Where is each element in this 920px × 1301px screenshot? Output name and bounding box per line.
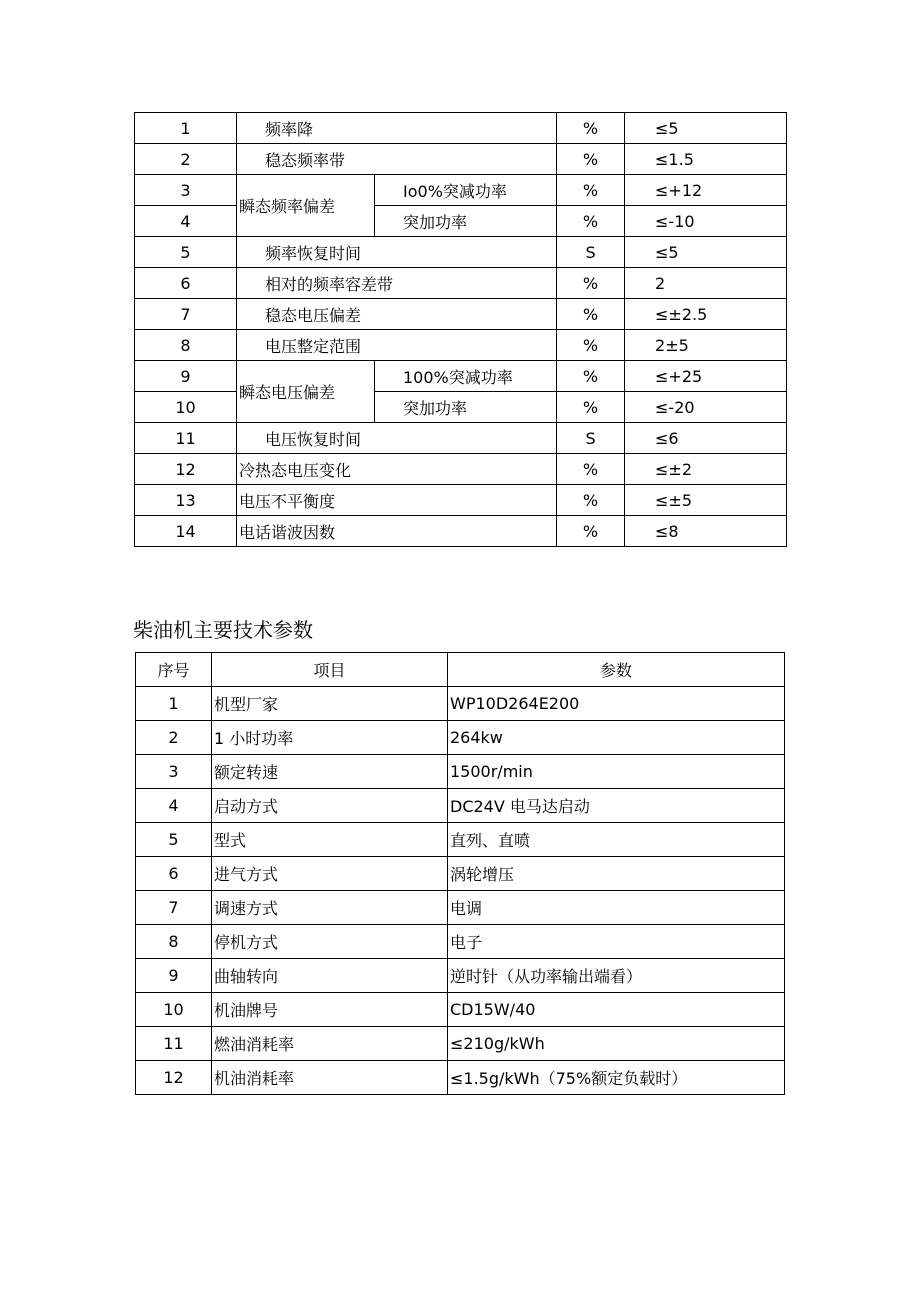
row-number: 11 xyxy=(135,423,237,454)
param-value: CD15W/40 xyxy=(448,993,785,1027)
table-row xyxy=(135,485,787,516)
table-row xyxy=(135,299,787,330)
unit: % xyxy=(557,206,625,237)
item-name: 稳态电压偏差 xyxy=(237,299,557,330)
item-name: 启动方式 xyxy=(212,789,448,823)
diesel-engine-spec-table xyxy=(135,652,785,1095)
table-row xyxy=(135,454,787,485)
table-row xyxy=(136,755,785,789)
value: 2 xyxy=(625,268,787,299)
row-number: 6 xyxy=(135,268,237,299)
group-name: 瞬态频率偏差 xyxy=(237,175,375,237)
sub-item-name: Io0%突减功率 xyxy=(375,175,557,206)
sub-item-name: 100%突减功率 xyxy=(375,361,557,392)
param-value: DC24V 电马达启动 xyxy=(448,789,785,823)
table-row xyxy=(136,925,785,959)
param-value: 电子 xyxy=(448,925,785,959)
item-name: 电话谐波因数 xyxy=(237,516,557,547)
item-name: 电压整定范围 xyxy=(237,330,557,361)
item-name: 燃油消耗率 xyxy=(212,1027,448,1061)
row-number: 12 xyxy=(136,1061,212,1095)
table-row xyxy=(136,959,785,993)
param-value: 1500r/min xyxy=(448,755,785,789)
item-name: 电压恢复时间 xyxy=(237,423,557,454)
table-row xyxy=(135,113,787,144)
row-number: 5 xyxy=(135,237,237,268)
table-row xyxy=(136,687,785,721)
group-name: 瞬态电压偏差 xyxy=(237,361,375,423)
unit: % xyxy=(557,268,625,299)
header-no: 序号 xyxy=(136,653,212,687)
table-row xyxy=(135,144,787,175)
row-number: 9 xyxy=(136,959,212,993)
param-value: WP10D264E200 xyxy=(448,687,785,721)
generator-performance-table xyxy=(134,112,787,547)
value: ≤-10 xyxy=(625,206,787,237)
value: ≤5 xyxy=(625,113,787,144)
unit: % xyxy=(557,330,625,361)
unit: % xyxy=(557,175,625,206)
row-number: 8 xyxy=(135,330,237,361)
param-value: 涡轮增压 xyxy=(448,857,785,891)
table-row xyxy=(136,891,785,925)
row-number: 4 xyxy=(135,206,237,237)
row-number: 7 xyxy=(135,299,237,330)
unit: S xyxy=(557,423,625,454)
unit: % xyxy=(557,113,625,144)
header-param: 参数 xyxy=(448,653,785,687)
table-row xyxy=(136,1027,785,1061)
unit: % xyxy=(557,516,625,547)
table-row xyxy=(136,993,785,1027)
unit: S xyxy=(557,237,625,268)
table-row xyxy=(135,268,787,299)
item-name: 冷热态电压变化 xyxy=(237,454,557,485)
param-value: ≤1.5g/kWh（75%额定负载时） xyxy=(448,1061,785,1095)
table-row xyxy=(135,206,787,237)
unit: % xyxy=(557,485,625,516)
row-number: 8 xyxy=(136,925,212,959)
table-row xyxy=(135,423,787,454)
item-name: 进气方式 xyxy=(212,857,448,891)
param-value: 逆时针（从功率输出端看） xyxy=(448,959,785,993)
row-number: 2 xyxy=(135,144,237,175)
table-row xyxy=(135,237,787,268)
table-row xyxy=(136,823,785,857)
item-name: 型式 xyxy=(212,823,448,857)
item-name: 机油牌号 xyxy=(212,993,448,1027)
value: ≤5 xyxy=(625,237,787,268)
item-name: 1 小时功率 xyxy=(212,721,448,755)
param-value: 264kw xyxy=(448,721,785,755)
table-row xyxy=(135,330,787,361)
table-row xyxy=(136,721,785,755)
item-name: 机型厂家 xyxy=(212,687,448,721)
row-number: 6 xyxy=(136,857,212,891)
value: ≤1.5 xyxy=(625,144,787,175)
item-name: 曲轴转向 xyxy=(212,959,448,993)
value: ≤±2 xyxy=(625,454,787,485)
unit: % xyxy=(557,454,625,485)
row-number: 3 xyxy=(135,175,237,206)
row-number: 1 xyxy=(136,687,212,721)
table-row xyxy=(135,361,787,392)
row-number: 11 xyxy=(136,1027,212,1061)
sub-item-name: 突加功率 xyxy=(375,206,557,237)
row-number: 9 xyxy=(135,361,237,392)
value: ≤+25 xyxy=(625,361,787,392)
param-value: 电调 xyxy=(448,891,785,925)
item-name: 机油消耗率 xyxy=(212,1061,448,1095)
table-row xyxy=(136,857,785,891)
item-name: 频率降 xyxy=(237,113,557,144)
row-number: 14 xyxy=(135,516,237,547)
value: ≤±5 xyxy=(625,485,787,516)
item-name: 电压不平衡度 xyxy=(237,485,557,516)
header-item: 项目 xyxy=(212,653,448,687)
row-number: 1 xyxy=(135,113,237,144)
row-number: 10 xyxy=(136,993,212,1027)
item-name: 频率恢复时间 xyxy=(237,237,557,268)
table-row xyxy=(135,175,787,206)
value: ≤+12 xyxy=(625,175,787,206)
item-name: 额定转速 xyxy=(212,755,448,789)
table-header-row xyxy=(136,653,785,687)
item-name: 调速方式 xyxy=(212,891,448,925)
value: ≤±2.5 xyxy=(625,299,787,330)
row-number: 2 xyxy=(136,721,212,755)
row-number: 7 xyxy=(136,891,212,925)
value: ≤8 xyxy=(625,516,787,547)
row-number: 3 xyxy=(136,755,212,789)
table-row xyxy=(135,516,787,547)
table-row xyxy=(135,392,787,423)
value: 2±5 xyxy=(625,330,787,361)
row-number: 4 xyxy=(136,789,212,823)
item-name: 相对的频率容差带 xyxy=(237,268,557,299)
param-value: ≤210g/kWh xyxy=(448,1027,785,1061)
unit: % xyxy=(557,144,625,175)
row-number: 13 xyxy=(135,485,237,516)
row-number: 5 xyxy=(136,823,212,857)
table-row xyxy=(136,789,785,823)
value: ≤6 xyxy=(625,423,787,454)
section-title: 柴油机主要技术参数 xyxy=(133,618,313,642)
unit: % xyxy=(557,392,625,423)
row-number: 12 xyxy=(135,454,237,485)
row-number: 10 xyxy=(135,392,237,423)
table-row xyxy=(136,1061,785,1095)
unit: % xyxy=(557,361,625,392)
item-name: 停机方式 xyxy=(212,925,448,959)
sub-item-name: 突加功率 xyxy=(375,392,557,423)
item-name: 稳态频率带 xyxy=(237,144,557,175)
unit: % xyxy=(557,299,625,330)
param-value: 直列、直喷 xyxy=(448,823,785,857)
value: ≤-20 xyxy=(625,392,787,423)
